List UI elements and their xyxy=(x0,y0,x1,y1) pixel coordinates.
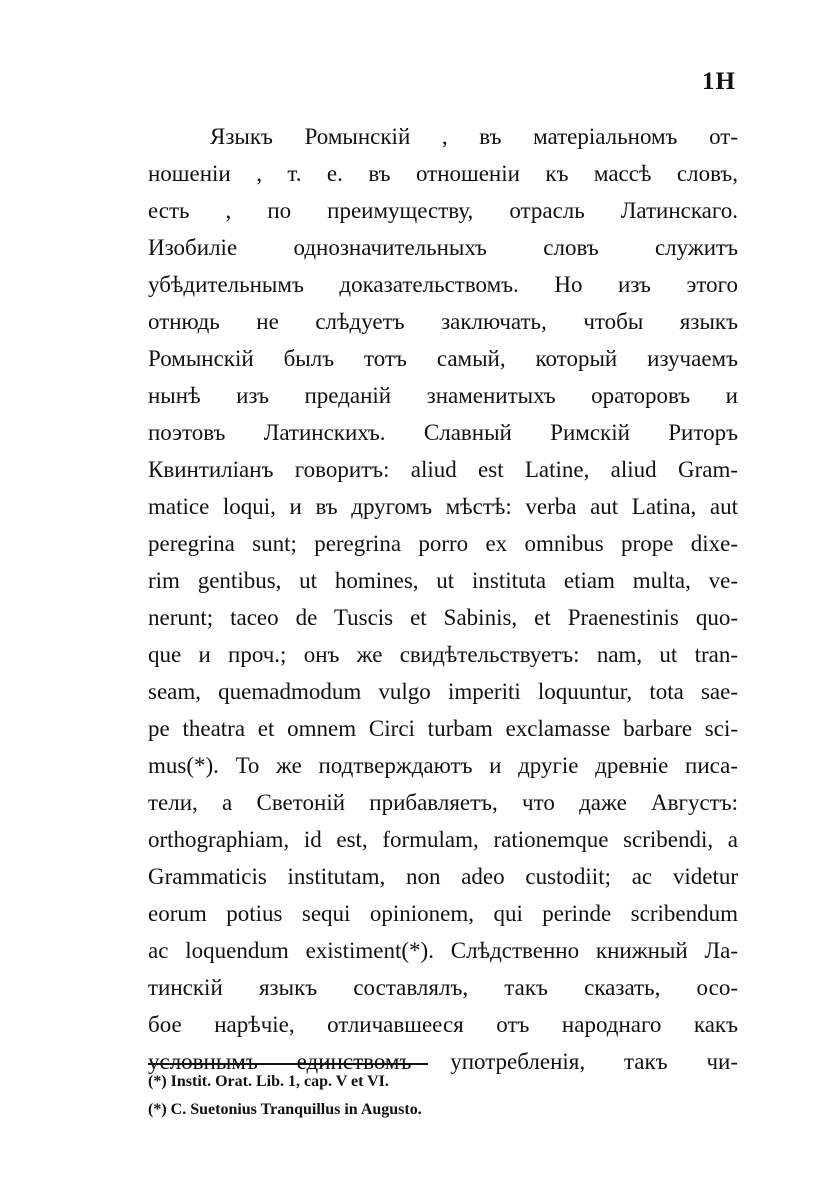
footnotes xyxy=(148,1068,738,1124)
footnote: (*) Instit. Orat. Lib. 1, cap. V et VI. xyxy=(148,1073,389,1090)
text-line: ношеніи , т. е. въ отношеніи къ массѣ словъ, xyxy=(148,161,738,186)
text-line: убѣдительнымъ доказательствомъ. Но изъ этого xyxy=(148,272,738,297)
text-line: pe theatra et omnem Circi turbam exclamasse barbare sci- xyxy=(148,716,738,741)
text-line: Квинтиліанъ говоритъ: aliud est Latine, aliud Gram- xyxy=(148,457,738,482)
text-line: тинскій языкъ составлялъ, такъ сказать, осо- xyxy=(148,975,738,1000)
footnote-divider xyxy=(148,1063,428,1065)
text-line: есть , по преимуществу, отрасль Латинскаго. xyxy=(148,198,738,223)
footnote: (*) C. Suetonius Tranquillus in Augusto. xyxy=(148,1101,422,1118)
text-line: eorum potius sequi opinionem, qui perinde scribendum xyxy=(148,901,738,926)
text-line: бое нарѣчіе, отличавшееся отъ народнаго какъ xyxy=(148,1012,738,1037)
text-line: mus(*). То же подтверждаютъ и другіе древніе писа- xyxy=(148,753,738,778)
text-line: peregrina sunt; peregrina porro ex omnibus prope dixe- xyxy=(148,531,738,556)
text-line: Языкъ Ромынскій , въ матеріальномъ от- xyxy=(210,124,738,149)
text-line: rim gentibus, ut homines, ut instituta etiam multa, ve- xyxy=(148,568,738,593)
text-line: que и проч.; онъ же свидѣтельствуетъ: nam, ut tran- xyxy=(148,642,738,667)
text-line: matice loqui, и въ другомъ мѣстѣ: verba aut Latina, aut xyxy=(148,494,738,519)
text-line: seam, quemadmodum vulgo imperiti loquuntur, tota sae- xyxy=(148,679,738,704)
text-line: нынѣ изъ преданій знаменитыхъ ораторовъ и xyxy=(148,383,738,408)
text-line: nerunt; taceo de Tuscis et Sabinis, et Praenestinis quo- xyxy=(148,605,738,630)
text-line: Изобиліе однозначительныхъ словъ служитъ xyxy=(148,235,738,260)
text-line: orthographiam, id est, formulam, rationemque scribendi, a xyxy=(148,827,738,852)
page-number: 1Н xyxy=(702,68,736,95)
text-line: тели, а Светоній прибавляетъ, что даже Августъ: xyxy=(148,790,738,815)
text-line: ac loquendum existiment(*). Слѣдственно книжный Ла- xyxy=(148,938,738,963)
text-line: Grammaticis institutam, non adeo custodiit; ac videtur xyxy=(148,864,738,889)
text-line: Ромынскій былъ тотъ самый, который изучаемъ xyxy=(148,346,738,371)
text-line: условнымъ единствомъ употребленія, такъ чи- xyxy=(148,1049,738,1074)
main-text xyxy=(148,118,738,1080)
text-line: отнюдь не слѣдуетъ заключать, чтобы языкъ xyxy=(148,309,738,334)
text-line: поэтовъ Латинскихъ. Славный Римскій Риторъ xyxy=(148,420,738,445)
